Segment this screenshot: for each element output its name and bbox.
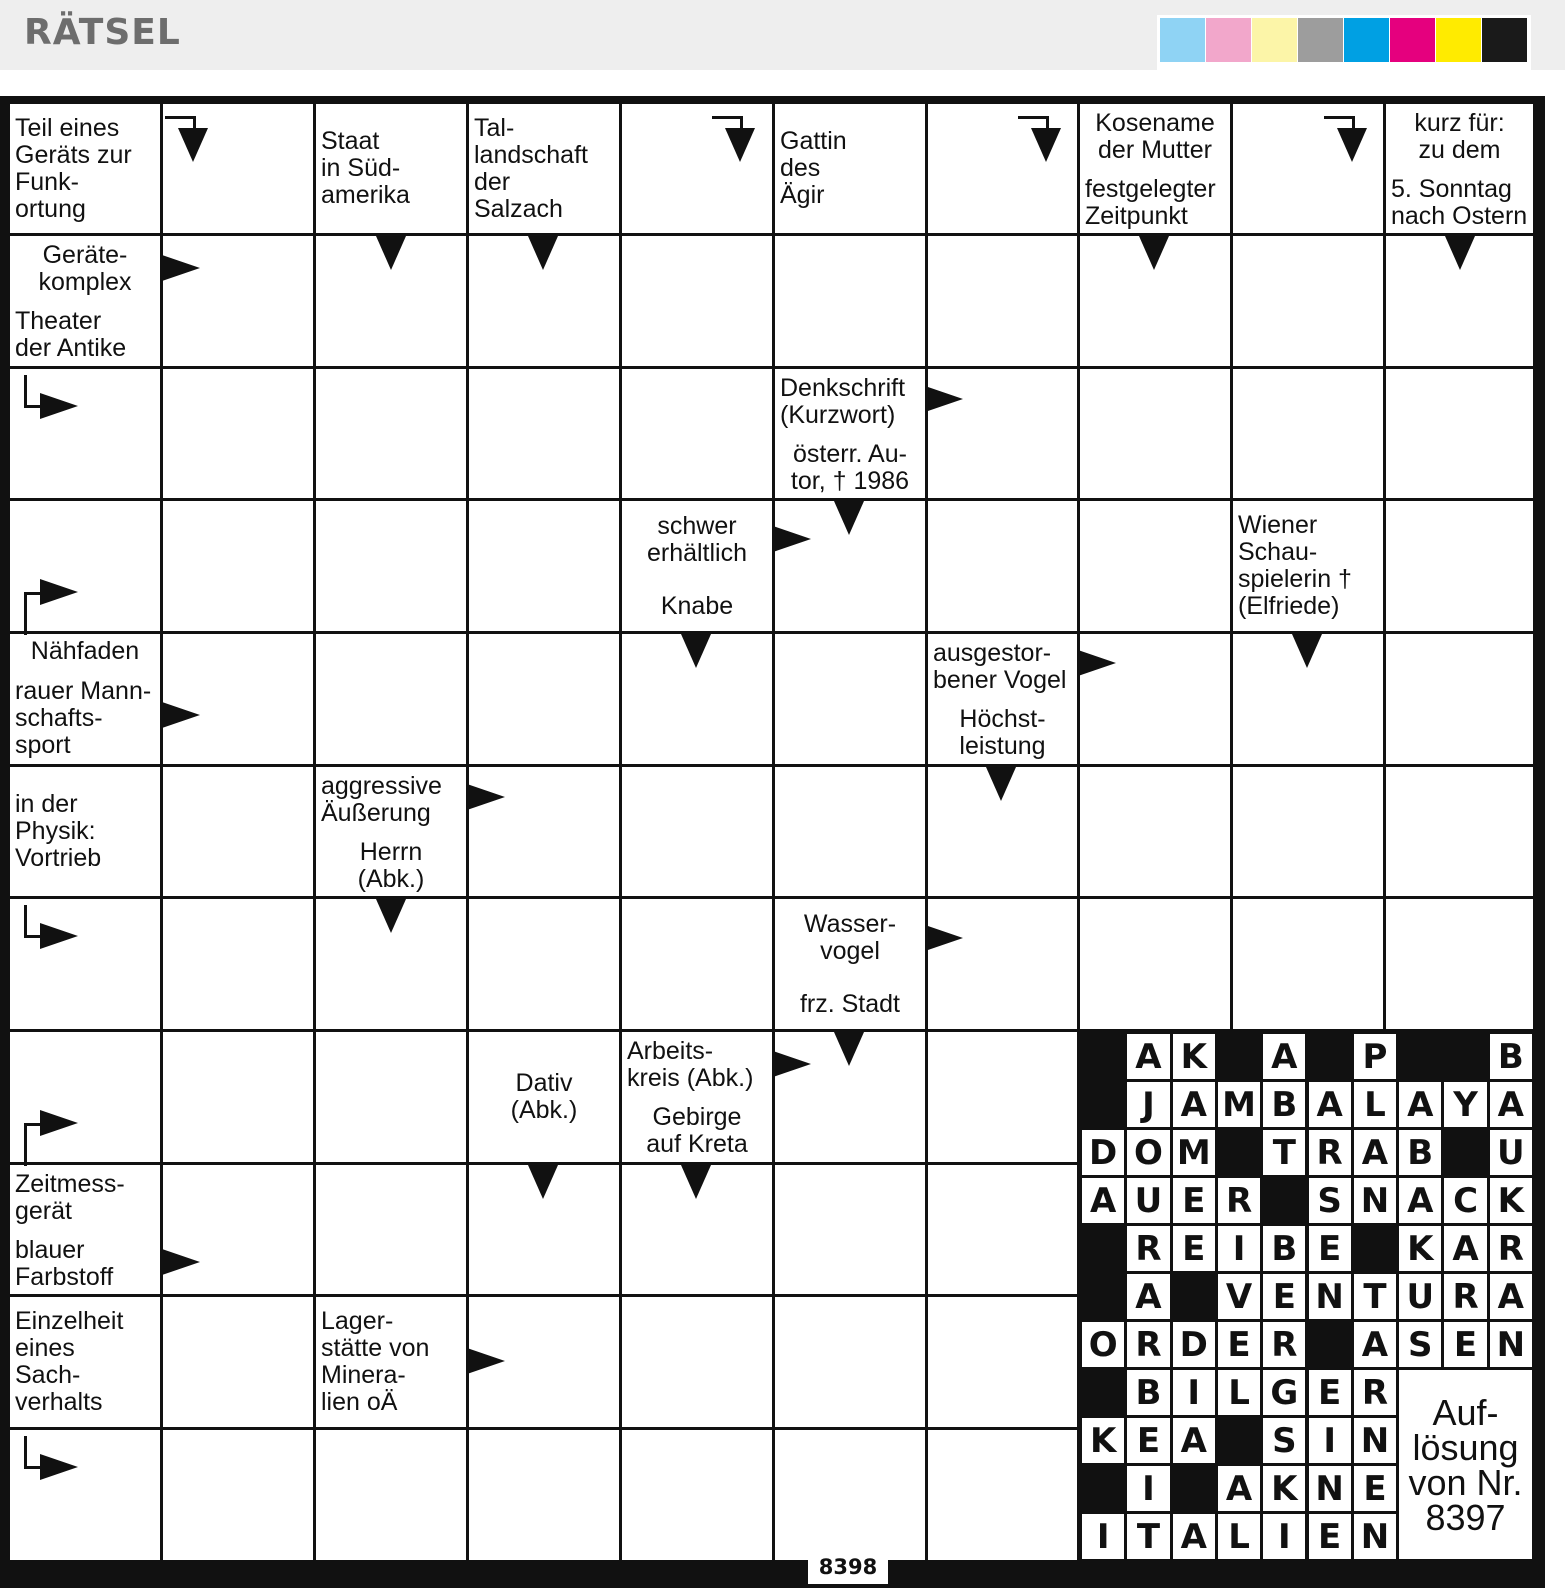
previous-solution-grid (1080, 1032, 1533, 1560)
color-swatch (1482, 18, 1527, 62)
answer-cell[interactable] (163, 501, 313, 631)
solution-letter: E (1218, 1322, 1260, 1367)
color-swatch (1390, 18, 1435, 62)
solution-letter: S (1309, 1178, 1351, 1223)
answer-cell[interactable] (1233, 104, 1383, 233)
right-arrow-icon (40, 923, 78, 949)
down-arrow-icon (1445, 236, 1475, 270)
solution-letter: U (1127, 1178, 1169, 1223)
right-arrow-icon (40, 393, 78, 419)
solution-letter: G (1263, 1370, 1305, 1415)
answer-cell[interactable] (316, 501, 466, 631)
solution-letter: R (1354, 1370, 1396, 1415)
solution-letter: N (1354, 1418, 1396, 1463)
down-arrow-icon (1139, 236, 1169, 270)
answer-cell[interactable] (622, 236, 772, 366)
clue-box: Nähfaden (10, 634, 160, 669)
answer-cell[interactable] (1080, 501, 1230, 631)
down-arrow-icon (1337, 128, 1367, 162)
down-arrow-icon (834, 1032, 864, 1066)
clue-box: Theater der Antike (10, 304, 160, 366)
answer-cell[interactable] (1233, 899, 1383, 1029)
right-arrow-icon (40, 1110, 78, 1136)
answer-cell[interactable] (316, 634, 466, 764)
down-arrow-icon (986, 767, 1016, 801)
answer-cell[interactable] (163, 634, 313, 764)
solution-letter: D (1173, 1322, 1215, 1367)
solution-letter: I (1082, 1514, 1124, 1559)
answer-cell[interactable] (928, 104, 1077, 233)
clue-box: Kosename der Mutter (1080, 104, 1230, 169)
solution-letter: R (1490, 1226, 1532, 1271)
puzzle-number: 8398 (808, 1550, 888, 1584)
solution-letter: E (1127, 1418, 1169, 1463)
right-arrow-icon (467, 784, 505, 810)
answer-cell[interactable] (469, 501, 619, 631)
solution-letter: B (1127, 1370, 1169, 1415)
clue-box: Zeitmess- gerät (10, 1165, 160, 1230)
solution-letter: C (1444, 1178, 1486, 1223)
answer-cell[interactable] (163, 1032, 313, 1162)
answer-cell[interactable] (775, 1430, 925, 1560)
answer-cell[interactable] (928, 501, 1077, 631)
solution-label: Auf- lösung von Nr. 8397 (1399, 1370, 1532, 1559)
clue-box: Dativ (Abk.) (469, 1032, 619, 1162)
solution-letter: N (1354, 1514, 1396, 1559)
solution-letter: A (1354, 1322, 1396, 1367)
right-arrow-icon (925, 386, 963, 412)
answer-cell[interactable] (622, 899, 772, 1029)
solution-letter: K (1082, 1418, 1124, 1463)
answer-cell[interactable] (622, 369, 772, 498)
solution-letter: E (1263, 1274, 1305, 1319)
solution-letter: A (1490, 1274, 1532, 1319)
answer-cell[interactable] (1386, 369, 1533, 498)
clue-box: festgelegter Zeitpunkt (1080, 172, 1230, 233)
solution-letter: T (1127, 1514, 1169, 1559)
solution-letter: L (1218, 1514, 1260, 1559)
answer-cell[interactable] (316, 1165, 466, 1294)
right-arrow-icon (467, 1348, 505, 1374)
solution-letter: L (1354, 1082, 1396, 1127)
clue-box: rauer Mann- schafts- sport (10, 672, 160, 764)
clue-box: Denkschrift (Kurzwort) (775, 369, 925, 434)
answer-cell[interactable] (316, 1032, 466, 1162)
solution-letter: I (1173, 1370, 1215, 1415)
clue-box: kurz für: zu dem (1386, 104, 1533, 169)
color-calibration-bar (1157, 15, 1531, 71)
down-arrow-icon (376, 236, 406, 270)
clue-box: Herrn (Abk.) (316, 835, 466, 896)
clue-box: frz. Stadt (775, 980, 925, 1029)
solution-letter: R (1309, 1130, 1351, 1175)
solution-letter: I (1218, 1226, 1260, 1271)
right-arrow-icon (40, 579, 78, 605)
solution-letter: K (1399, 1226, 1441, 1271)
answer-cell[interactable] (1386, 634, 1533, 764)
right-arrow-icon (1078, 650, 1116, 676)
solution-letter: A (1263, 1034, 1305, 1079)
color-swatch (1160, 18, 1205, 62)
solution-letter: T (1354, 1274, 1396, 1319)
answer-cell[interactable] (163, 767, 313, 896)
solution-letter: O (1127, 1130, 1169, 1175)
clue-box: Gebirge auf Kreta (622, 1100, 772, 1162)
answer-cell[interactable] (775, 1165, 925, 1294)
clue-box: Tal- landschaft der Salzach (469, 104, 619, 233)
clue-box: 5. Sonntag nach Ostern (1386, 172, 1533, 233)
solution-letter: A (1490, 1082, 1532, 1127)
answer-cell[interactable] (775, 1297, 925, 1427)
answer-cell[interactable] (1386, 501, 1533, 631)
clue-box: Höchst- leistung (928, 702, 1077, 764)
answer-cell[interactable] (622, 767, 772, 896)
color-swatch (1436, 18, 1481, 62)
right-arrow-icon (40, 1454, 78, 1480)
solution-letter: P (1354, 1034, 1396, 1079)
solution-letter: A (1173, 1514, 1215, 1559)
solution-letter: R (1444, 1274, 1486, 1319)
solution-letter: T (1263, 1130, 1305, 1175)
clue-box: Einzelheit eines Sach- verhalts (10, 1297, 160, 1427)
solution-letter: E (1309, 1514, 1351, 1559)
answer-cell[interactable] (1080, 899, 1230, 1029)
solution-letter: B (1399, 1130, 1441, 1175)
solution-letter: I (1263, 1514, 1305, 1559)
answer-cell[interactable] (775, 236, 925, 366)
solution-letter: K (1263, 1466, 1305, 1511)
solution-letter: K (1173, 1034, 1215, 1079)
solution-letter: A (1354, 1130, 1396, 1175)
solution-letter: A (1127, 1274, 1169, 1319)
solution-letter: B (1263, 1226, 1305, 1271)
right-arrow-icon (773, 1051, 811, 1077)
solution-letter: S (1399, 1322, 1441, 1367)
solution-letter: B (1263, 1082, 1305, 1127)
clue-box: Gattin des Ägir (775, 104, 925, 233)
clue-box: Arbeits- kreis (Abk.) (622, 1032, 772, 1097)
down-arrow-icon (725, 128, 755, 162)
answer-cell[interactable] (469, 1430, 619, 1560)
solution-letter: A (1399, 1082, 1441, 1127)
clue-box: Geräte- komplex (10, 236, 160, 301)
solution-letter: Y (1444, 1082, 1486, 1127)
color-swatch (1206, 18, 1251, 62)
answer-cell[interactable] (1386, 767, 1533, 896)
answer-cell[interactable] (1080, 369, 1230, 498)
solution-letter: R (1127, 1226, 1169, 1271)
down-arrow-icon (1292, 634, 1322, 668)
answer-cell[interactable] (775, 634, 925, 764)
solution-letter: M (1173, 1130, 1215, 1175)
color-swatch (1252, 18, 1297, 62)
solution-letter: N (1309, 1274, 1351, 1319)
solution-letter: A (1309, 1082, 1351, 1127)
clue-box: österr. Au- tor, † 1986 (775, 437, 925, 498)
answer-cell[interactable] (928, 1297, 1077, 1427)
right-arrow-icon (773, 526, 811, 552)
answer-cell[interactable] (928, 1430, 1077, 1560)
answer-cell[interactable] (163, 1430, 313, 1560)
down-arrow-icon (528, 236, 558, 270)
answer-cell[interactable] (1386, 899, 1533, 1029)
solution-letter: E (1444, 1322, 1486, 1367)
answer-cell[interactable] (1233, 236, 1383, 366)
down-arrow-icon (376, 899, 406, 933)
solution-letter: A (1218, 1466, 1260, 1511)
color-swatch (1344, 18, 1389, 62)
solution-letter: I (1309, 1418, 1351, 1463)
answer-cell[interactable] (622, 1430, 772, 1560)
clue-box: in der Physik: Vortrieb (10, 767, 160, 896)
answer-cell[interactable] (928, 899, 1077, 1029)
clue-box: Wasser- vogel (775, 899, 925, 977)
solution-letter: E (1309, 1370, 1351, 1415)
solution-letter: N (1309, 1466, 1351, 1511)
right-arrow-icon (162, 255, 200, 281)
right-arrow-icon (925, 925, 963, 951)
solution-letter: E (1309, 1226, 1351, 1271)
solution-letter: V (1218, 1274, 1260, 1319)
down-arrow-icon (681, 1165, 711, 1199)
answer-cell[interactable] (469, 369, 619, 498)
clue-box: schwer erhältlich (622, 501, 772, 579)
down-arrow-icon (834, 501, 864, 535)
solution-letter: O (1082, 1322, 1124, 1367)
answer-cell[interactable] (163, 1297, 313, 1427)
solution-letter: R (1127, 1322, 1169, 1367)
answer-cell[interactable] (1080, 767, 1230, 896)
solution-letter: I (1127, 1466, 1169, 1511)
answer-cell[interactable] (622, 104, 772, 233)
down-arrow-icon (528, 1165, 558, 1199)
down-arrow-icon (681, 634, 711, 668)
solution-letter: M (1218, 1082, 1260, 1127)
down-arrow-icon (178, 128, 208, 162)
clue-box: Lager- stätte von Minera- lien oÄ (316, 1297, 466, 1427)
solution-letter: A (1399, 1178, 1441, 1223)
answer-cell[interactable] (775, 767, 925, 896)
clue-box: Staat in Süd- amerika (316, 104, 466, 233)
down-arrow-icon (1031, 128, 1061, 162)
answer-cell[interactable] (928, 1032, 1077, 1162)
page-title: RÄTSEL (24, 12, 181, 53)
solution-letter: A (1173, 1418, 1215, 1463)
solution-letter: R (1263, 1322, 1305, 1367)
solution-letter: R (1218, 1178, 1260, 1223)
solution-letter: E (1173, 1178, 1215, 1223)
answer-cell[interactable] (316, 1430, 466, 1560)
clue-box: blauer Farbstoff (10, 1233, 160, 1294)
solution-letter: S (1263, 1418, 1305, 1463)
clue-box: ausgestor- bener Vogel (928, 634, 1077, 699)
solution-letter: L (1218, 1370, 1260, 1415)
solution-letter: A (1082, 1178, 1124, 1223)
solution-letter: E (1354, 1466, 1396, 1511)
solution-letter: K (1490, 1178, 1532, 1223)
answer-cell[interactable] (928, 1165, 1077, 1294)
solution-letter: U (1490, 1130, 1532, 1175)
clue-box: Wiener Schau- spielerin † (Elfriede) (1233, 501, 1383, 631)
answer-cell[interactable] (622, 1297, 772, 1427)
answer-cell[interactable] (163, 899, 313, 1029)
answer-cell[interactable] (316, 369, 466, 498)
crossword-board (0, 96, 1545, 1588)
solution-letter: N (1490, 1322, 1532, 1367)
answer-cell[interactable] (163, 369, 313, 498)
solution-letter: E (1173, 1226, 1215, 1271)
header-bar (0, 0, 1565, 70)
solution-letter: A (1173, 1082, 1215, 1127)
solution-letter: J (1127, 1082, 1169, 1127)
solution-letter: D (1082, 1130, 1124, 1175)
solution-letter: N (1354, 1178, 1396, 1223)
solution-letter: A (1444, 1226, 1486, 1271)
answer-cell[interactable] (1233, 767, 1383, 896)
right-arrow-icon (162, 702, 200, 728)
answer-cell[interactable] (469, 899, 619, 1029)
right-arrow-icon (162, 1249, 200, 1275)
solution-letter: B (1490, 1034, 1532, 1079)
solution-letter: A (1127, 1034, 1169, 1079)
clue-box: Teil eines Geräts zur Funk- ortung (10, 104, 160, 233)
answer-cell[interactable] (469, 634, 619, 764)
clue-box: aggressive Äußerung (316, 767, 466, 832)
clue-box: Knabe (622, 582, 772, 631)
color-swatch (1298, 18, 1343, 62)
answer-cell[interactable] (928, 236, 1077, 366)
answer-cell[interactable] (1233, 369, 1383, 498)
solution-letter: U (1399, 1274, 1441, 1319)
